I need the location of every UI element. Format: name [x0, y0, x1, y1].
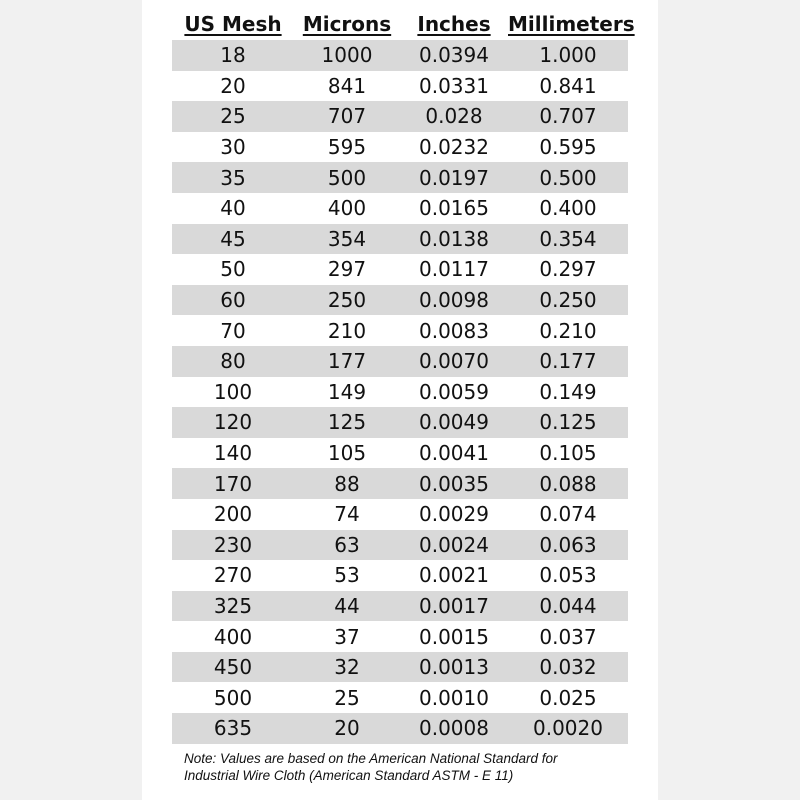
table-row [172, 101, 628, 132]
cell-microns: 53 [334, 563, 360, 588]
cell-millimeters: 0.044 [508, 591, 628, 622]
cell-millimeters: 0.177 [508, 346, 628, 377]
cell-us-mesh: 100 [213, 379, 253, 404]
cell-inches: 0.0013 [400, 652, 508, 683]
cell-millimeters: 0.032 [508, 652, 628, 683]
cell-us-mesh: 25 [172, 101, 294, 132]
table-row [172, 377, 628, 408]
cell-inches: 0.0010 [419, 685, 489, 710]
cell-inches: 0.0232 [419, 135, 489, 160]
cell-millimeters: 0.500 [508, 162, 628, 193]
cell-inches: 0.0049 [400, 407, 508, 438]
cell-inches: 0.028 [400, 101, 508, 132]
header-microns [294, 8, 400, 40]
cell-millimeters: 0.053 [539, 563, 597, 588]
table-row [172, 621, 628, 652]
cell-inches: 0.0394 [400, 40, 508, 71]
cell-us-mesh: 40 [220, 196, 246, 221]
cell-microns: 32 [294, 652, 400, 683]
cell-inches: 0.0165 [419, 196, 489, 221]
cell-millimeters: 0.088 [508, 468, 628, 499]
cell-microns: 105 [327, 441, 367, 466]
cell-microns: 74 [334, 502, 360, 527]
table-row [172, 40, 628, 71]
footnote-line-1: Note: Values are based on the American National Standard for [184, 751, 558, 766]
cell-microns: 177 [294, 346, 400, 377]
cell-millimeters: 0.149 [539, 379, 597, 404]
cell-millimeters: 0.400 [539, 196, 597, 221]
cell-inches: 0.0098 [400, 285, 508, 316]
cell-millimeters: 0.354 [508, 224, 628, 255]
cell-microns: 250 [294, 285, 400, 316]
cell-millimeters: 0.0020 [508, 713, 628, 744]
cell-microns: 841 [327, 73, 367, 98]
header-row [172, 8, 628, 40]
cell-millimeters: 0.707 [508, 101, 628, 132]
table-row [172, 591, 628, 622]
header-us-mesh [172, 8, 294, 40]
table-row [172, 682, 628, 713]
header-microns-label: Microns [302, 12, 392, 36]
table-row [172, 285, 628, 316]
table-row [172, 468, 628, 499]
cell-us-mesh: 35 [172, 162, 294, 193]
cell-us-mesh: 230 [172, 530, 294, 561]
mesh-conversion-table [172, 8, 635, 744]
table-row [172, 224, 628, 255]
cell-inches: 0.0138 [400, 224, 508, 255]
cell-inches: 0.0008 [400, 713, 508, 744]
cell-microns: 354 [294, 224, 400, 255]
footnote-line-2: Industrial Wire Cloth (American Standard ASTM - E 11) [184, 768, 514, 783]
cell-inches: 0.0070 [400, 346, 508, 377]
cell-microns: 63 [294, 530, 400, 561]
cell-inches: 0.0029 [419, 502, 489, 527]
cell-microns: 125 [294, 407, 400, 438]
cell-microns: 88 [294, 468, 400, 499]
header-millimeters-label: Millimeters [508, 12, 635, 36]
cell-us-mesh: 80 [172, 346, 294, 377]
cell-millimeters: 1.000 [508, 40, 628, 71]
cell-millimeters: 0.037 [539, 624, 597, 649]
cell-microns: 400 [327, 196, 367, 221]
table-header [172, 8, 635, 40]
cell-microns: 500 [294, 162, 400, 193]
table-row [172, 315, 628, 346]
cell-inches: 0.0331 [419, 73, 489, 98]
cell-us-mesh: 270 [213, 563, 253, 588]
cell-microns: 210 [327, 318, 367, 343]
table-row [172, 254, 628, 285]
cell-inches: 0.0017 [400, 591, 508, 622]
cell-us-mesh: 635 [172, 713, 294, 744]
cell-us-mesh: 200 [213, 502, 253, 527]
cell-microns: 37 [334, 624, 360, 649]
cell-microns: 149 [327, 379, 367, 404]
table-row [172, 560, 628, 591]
cell-us-mesh: 170 [172, 468, 294, 499]
header-inches [400, 8, 508, 40]
cell-millimeters: 0.210 [539, 318, 597, 343]
cell-microns: 20 [294, 713, 400, 744]
cell-inches: 0.0083 [419, 318, 489, 343]
table-row [172, 193, 628, 224]
table-row [172, 132, 628, 163]
cell-us-mesh: 400 [213, 624, 253, 649]
table-row [172, 162, 628, 193]
header-us-mesh-label: US Mesh [184, 12, 282, 36]
cell-us-mesh: 20 [220, 73, 246, 98]
cell-inches: 0.0021 [419, 563, 489, 588]
cell-millimeters: 0.250 [508, 285, 628, 316]
cell-inches: 0.0117 [419, 257, 489, 282]
cell-us-mesh: 30 [220, 135, 246, 160]
cell-microns: 44 [294, 591, 400, 622]
cell-inches: 0.0035 [400, 468, 508, 499]
mesh-conversion-table-container [172, 8, 635, 744]
footnote [184, 750, 644, 784]
cell-inches: 0.0015 [419, 624, 489, 649]
cell-millimeters: 0.105 [539, 441, 597, 466]
cell-us-mesh: 60 [172, 285, 294, 316]
cell-millimeters: 0.125 [508, 407, 628, 438]
cell-us-mesh: 120 [172, 407, 294, 438]
table-row [172, 346, 628, 377]
cell-us-mesh: 70 [220, 318, 246, 343]
cell-millimeters: 0.074 [539, 502, 597, 527]
cell-inches: 0.0197 [400, 162, 508, 193]
cell-us-mesh: 45 [172, 224, 294, 255]
header-inches-label: Inches [417, 12, 491, 36]
table-row [172, 499, 628, 530]
cell-inches: 0.0059 [419, 379, 489, 404]
table-row [172, 713, 628, 744]
cell-us-mesh: 325 [172, 591, 294, 622]
table-row [172, 652, 628, 683]
cell-microns: 25 [334, 685, 360, 710]
cell-millimeters: 0.841 [539, 73, 597, 98]
cell-microns: 1000 [294, 40, 400, 71]
cell-inches: 0.0024 [400, 530, 508, 561]
header-millimeters [508, 8, 635, 40]
table-row [172, 530, 628, 561]
cell-microns: 707 [294, 101, 400, 132]
table-row [172, 407, 628, 438]
cell-us-mesh: 18 [172, 40, 294, 71]
cell-inches: 0.0041 [419, 441, 489, 466]
cell-microns: 595 [327, 135, 367, 160]
table-body [172, 40, 628, 744]
cell-millimeters: 0.297 [539, 257, 597, 282]
cell-millimeters: 0.063 [508, 530, 628, 561]
table-row [172, 438, 628, 469]
cell-us-mesh: 140 [213, 441, 253, 466]
table-row [172, 71, 628, 102]
cell-us-mesh: 450 [172, 652, 294, 683]
cell-millimeters: 0.025 [539, 685, 597, 710]
cell-microns: 297 [327, 257, 367, 282]
cell-millimeters: 0.595 [539, 135, 597, 160]
cell-us-mesh: 500 [213, 685, 253, 710]
cell-us-mesh: 50 [220, 257, 246, 282]
